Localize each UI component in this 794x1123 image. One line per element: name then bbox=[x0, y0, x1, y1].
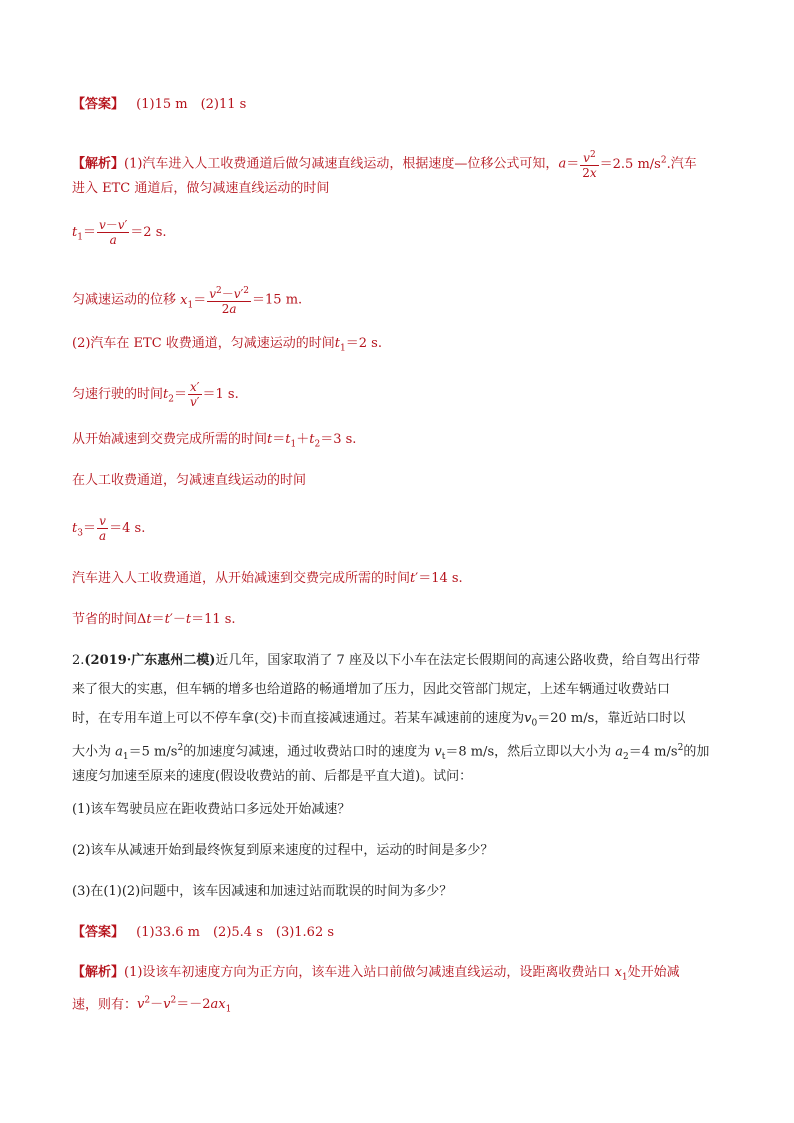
sub-question-1: (1)该车驾驶员应在距收费站口多远处开始减速？ bbox=[72, 802, 351, 817]
explanation-tag: 【解析】 bbox=[72, 965, 125, 980]
formula-fraction: $\frac{v^2}{2x}$ bbox=[582, 150, 597, 180]
question-2-line-4: 大小为 $a_1=5$ $m/s^2$的加速度匀减速，通过收费站口时的速度为 $v_t=8$ m/s，然后立即以大小为 $a_2=4$ $m/s^2$的加 bbox=[72, 743, 710, 762]
explanation-1-line-7: 从开始减速到交费完成所需的时间$t=t_1+t_2=3$ s. bbox=[72, 432, 357, 450]
explanation-1-line-6: 匀速行驶的时间$t_2=$ $\frac{x'}{v'}$ ＝1 s. bbox=[72, 380, 239, 409]
sub-question-2: (2)该车从减速开始到最终恢复到原来速度的过程中，运动的时间是多少？ bbox=[72, 843, 494, 858]
explanation-1-line-5: (2)汽车在 ETC 收费通道，匀减速运动的时间$t_1=2$ s. bbox=[72, 336, 382, 354]
sub-question-3: (3)在(1)(2)问题中，该车因减速和加速过站而耽误的时间为多少？ bbox=[72, 884, 453, 899]
question-2-line-1: 2.(2019·广东惠州二模)近几年，国家取消了 7 座及以下小车在法定长假期间的高速公路收费，给自驾出行带 bbox=[72, 653, 700, 668]
answer-text: (1)33.6 m (2)5.4 s (3)1.62 s bbox=[136, 925, 335, 940]
question-2-line-5: 速度匀加速至原来的速度(假设收费站的前、后都是平直大道)。试问： bbox=[72, 769, 473, 784]
explanation-2-line-1: 【解析】(1)设该车初速度方向为正方向，该车进入站口前做匀减速直线运动，设距离收费站口 $x_1$处开始减 bbox=[72, 965, 680, 983]
answer-tag: 【答案】 bbox=[72, 97, 125, 112]
explanation-2-line-2: 速，则有：$v^2-v^2=-2ax_1$ bbox=[72, 996, 232, 1015]
explanation-1-line-11: 节省的时间Δt＝t′－t＝11 s. bbox=[72, 612, 236, 627]
explanation-1-line-8: 在人工收费通道，匀减速直线运动的时间 bbox=[72, 473, 307, 488]
explanation-1-line-10: 汽车进入人工收费通道，从开始减速到交费完成所需的时间t′＝14 s. bbox=[72, 571, 463, 586]
answer-2 bbox=[72, 924, 334, 942]
answer-text: (1)15 m (2)11 s bbox=[136, 97, 247, 112]
answer-1 bbox=[72, 96, 246, 114]
formula-t1: $t_1=$ $\frac{v-v'}{a}$ ＝2 s. bbox=[72, 218, 167, 247]
explanation-1-line-2: 进入 ETC 通道后，做匀减速直线运动的时间 bbox=[72, 181, 330, 196]
question-2-line-2: 来了很大的实惠，但车辆的增多也给道路的畅通增加了压力，因此交管部门规定，上述车辆通过收费站口 bbox=[72, 682, 671, 697]
explanation-tag: 【解析】 bbox=[72, 156, 125, 172]
explanation-1-line-1: 【解析】(1)汽车进入人工收费通道后做匀减速直线运动，根据速度—位移公式可知，a＝ $\frac{v^2}{2x}$ ＝2.5 $m/s^2$.汽车 bbox=[72, 150, 697, 180]
question-number: 2. bbox=[72, 653, 85, 668]
explanation-1-line-4: 匀减速运动的位移 $x_1=$ $\frac{v^2-v'^2}{2a}$ ＝15 m. bbox=[72, 286, 303, 316]
formula-t3: $t_3=$ $\frac{v}{a}$ ＝4 s. bbox=[72, 514, 146, 543]
answer-tag: 【答案】 bbox=[72, 925, 125, 940]
question-2-line-3: 时，在专用车道上可以不停车拿(交)卡而直接减速通过。若某车减速前的速度为$v_0=20$ m/s，靠近站口时以 bbox=[72, 711, 686, 729]
question-source: (2019·广东惠州二模) bbox=[84, 653, 216, 668]
